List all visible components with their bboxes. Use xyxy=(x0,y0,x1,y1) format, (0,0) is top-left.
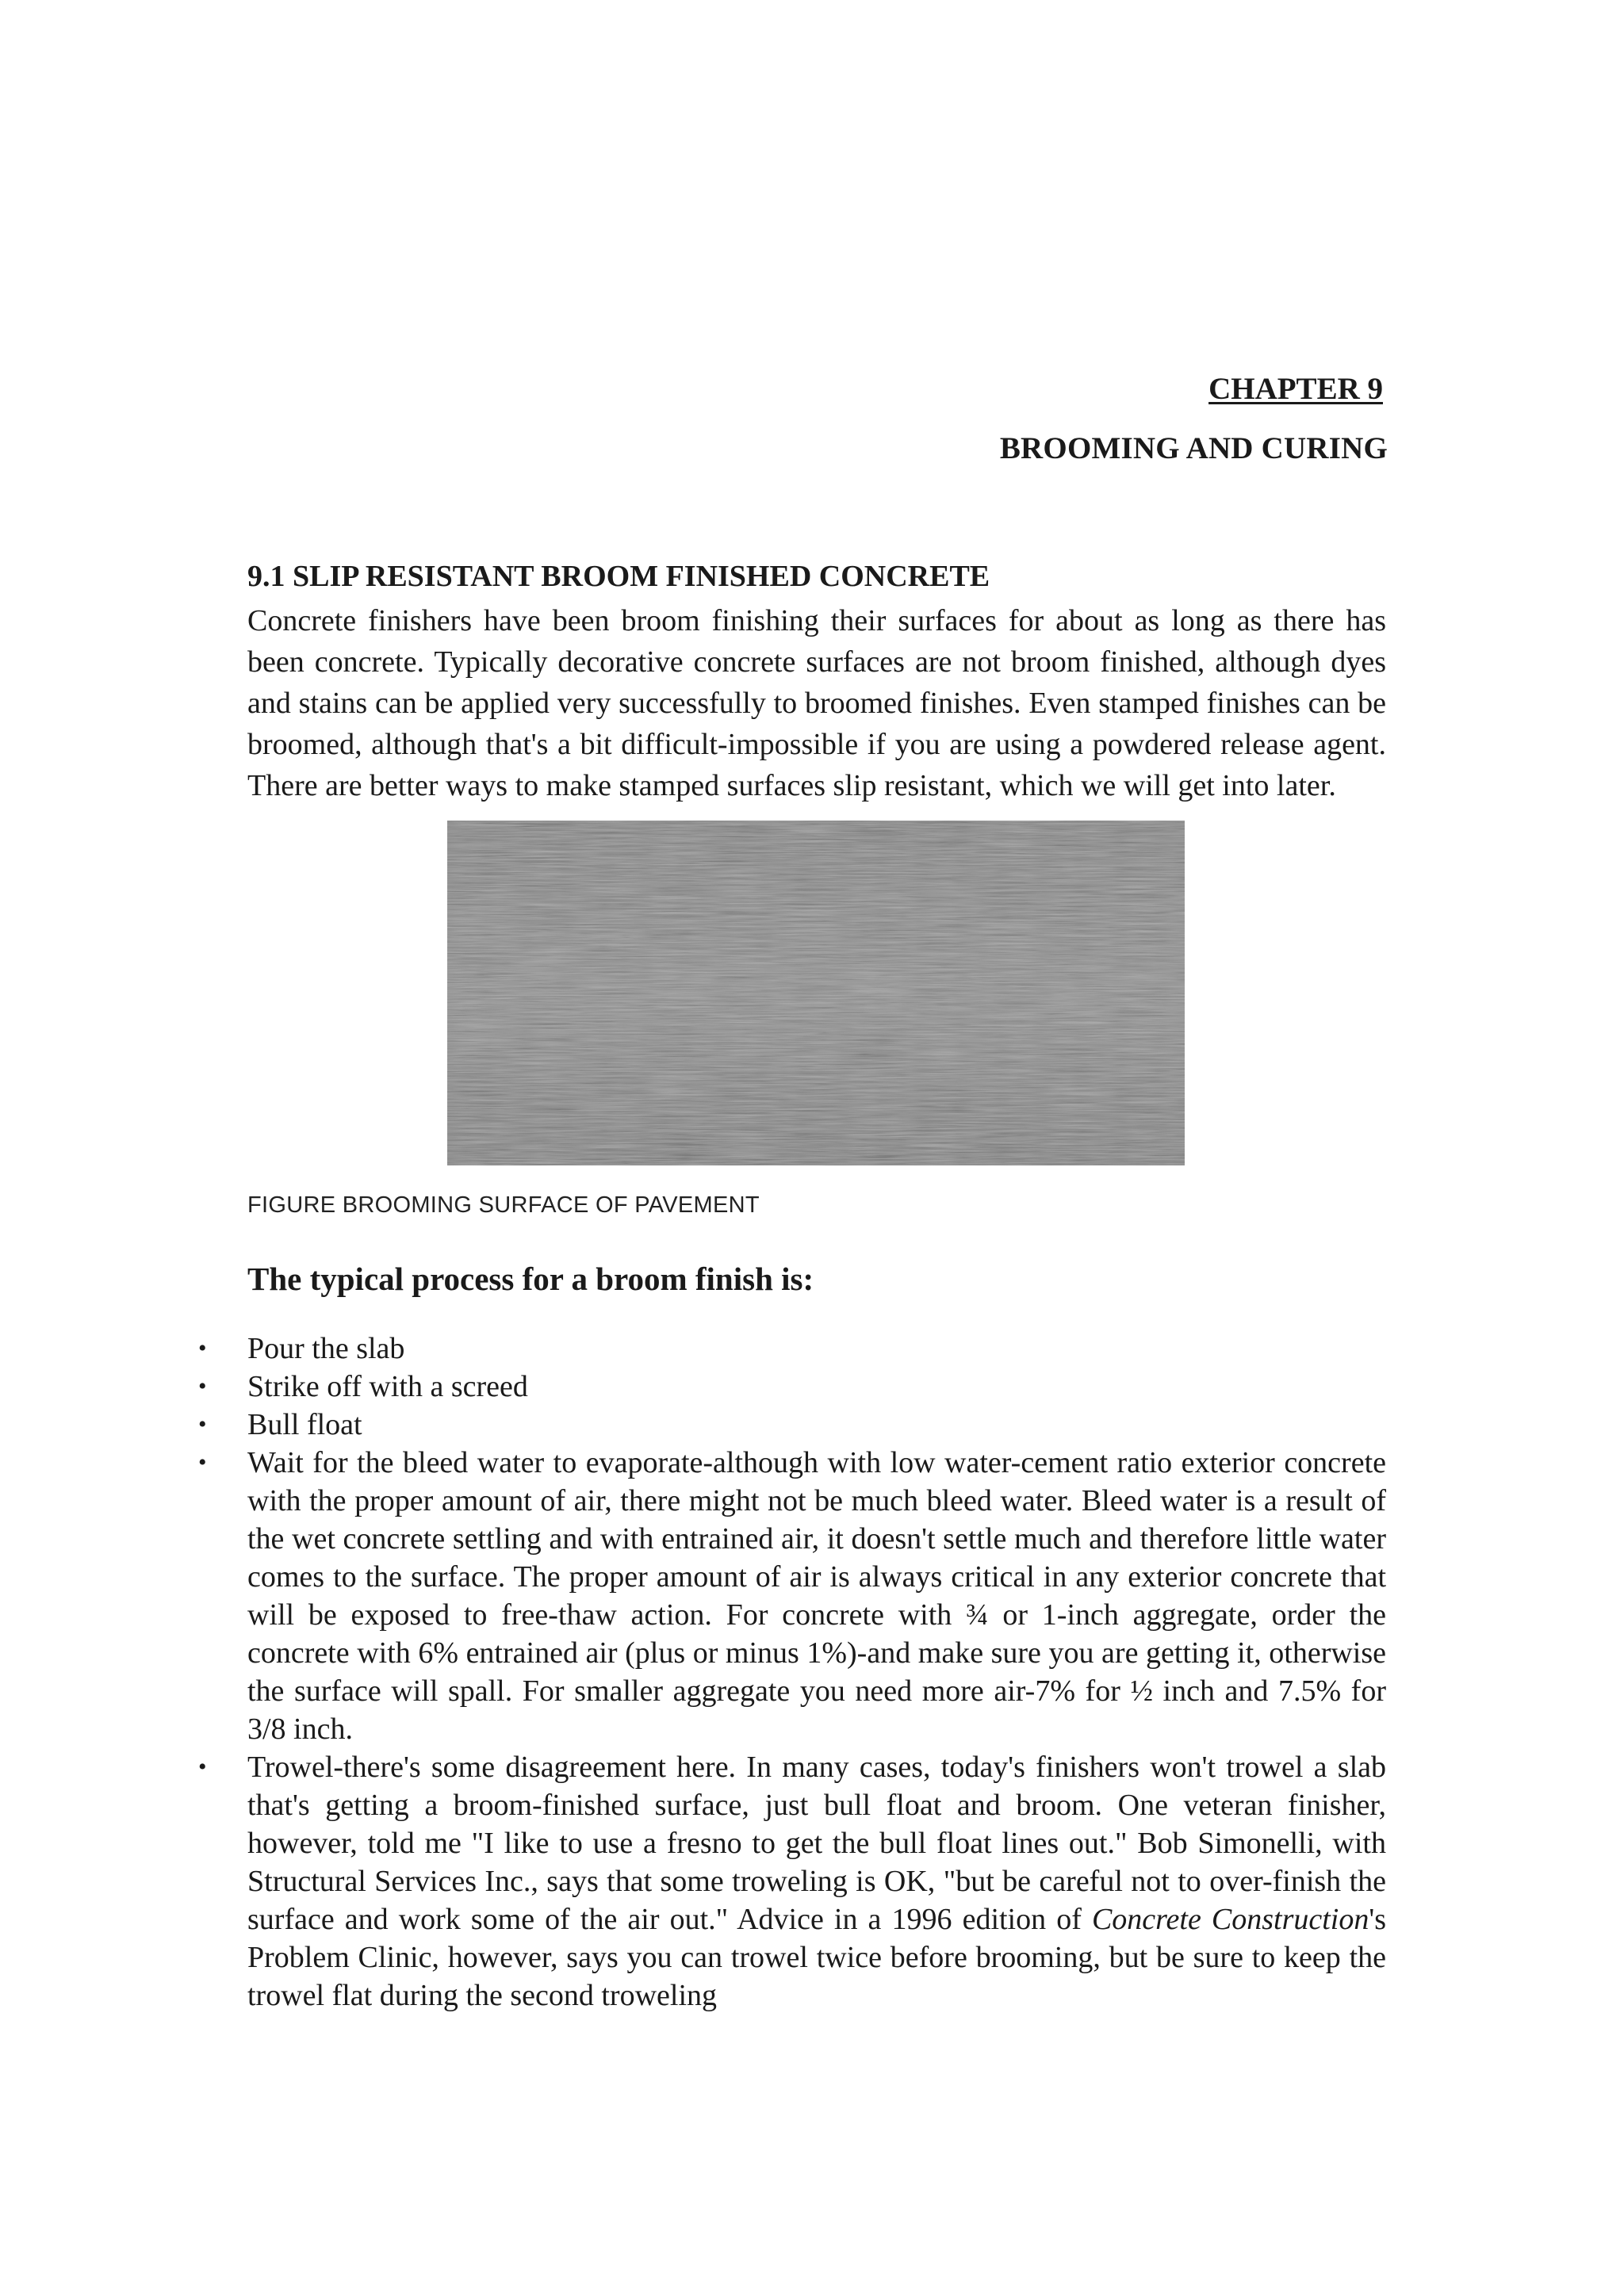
list-item: • Trowel-there's some disagreement here. In many cases, today's finishers won't trowel a slab that's getting a broom-finished surface, just bull float and broom. One veteran finisher, however, told me "I like to use a fresno to get the bull float lines out." Bob Simonelli, with Structural Services Inc., says that some troweling is OK, "but be careful not to over-finish the surface and work some of the air out." Advice in a 1996 edition of Concrete Construction's Problem Clinic, however, says you can trowel twice before brooming, but be sure to keep the trowel flat during the second troweling xyxy=(247,1748,1386,2015)
intro-paragraph: Concrete finishers have been broom finishing their surfaces for about as long as there has been concrete. Typically decorative concrete surfaces are not broom finished, although dyes and stains can be applied very successfully to broomed finishes. Even stamped finishes can be broomed, although that's a bit difficult-impossible if you are using a powdered release agent. There are better ways to make stamped surfaces slip resistant, which we will get into later. xyxy=(247,604,1386,802)
broomed-pavement-image xyxy=(447,821,1185,1165)
bullet-icon: • xyxy=(198,1754,207,1780)
publication-title: Concrete Construction xyxy=(1091,1903,1369,1936)
list-item: • Wait for the bleed water to evaporate-although with low water-cement ratio exterior concrete with the proper amount of air, there might not be much bleed water. Bleed water is a result of the wet concrete settling and with entrained air, it doesn't settle much and therefore little water comes to the surface. The proper amount of air is always critical in any exterior concrete that will be exposed to free-thaw action. For concrete with ¾ or 1-inch aggregate, order the concrete with 6% entrained air (plus or minus 1%)-and make sure you are getting it, otherwise the surface will spall. For smaller aggregate you need more air-7% for ½ inch and 7.5% for 3/8 inch. xyxy=(247,1444,1386,1748)
process-steps-list xyxy=(198,1330,1386,2015)
bullet-icon: • xyxy=(198,1335,207,1361)
list-item: • Bull float xyxy=(247,1406,1386,1444)
figure-container xyxy=(447,821,1185,1165)
section-heading: 9.1 SLIP RESISTANT BROOM FINISHED CONCRETE xyxy=(247,560,990,593)
chapter-header xyxy=(1000,371,1388,466)
list-item: • Strike off with a screed xyxy=(247,1368,1386,1406)
bullet-icon: • xyxy=(198,1411,207,1437)
chapter-title: BROOMING AND CURING xyxy=(999,431,1388,465)
list-item: • Pour the slab xyxy=(247,1330,1386,1368)
bullet-icon: • xyxy=(198,1449,207,1475)
chapter-number: CHAPTER 9 xyxy=(1208,372,1383,406)
bullet-icon: • xyxy=(198,1373,207,1399)
process-heading: The typical process for a broom finish is: xyxy=(247,1261,814,1297)
figure-caption: FIGURE BROOMING SURFACE OF PAVEMENT xyxy=(247,1192,760,1218)
main-content xyxy=(198,559,1386,2015)
